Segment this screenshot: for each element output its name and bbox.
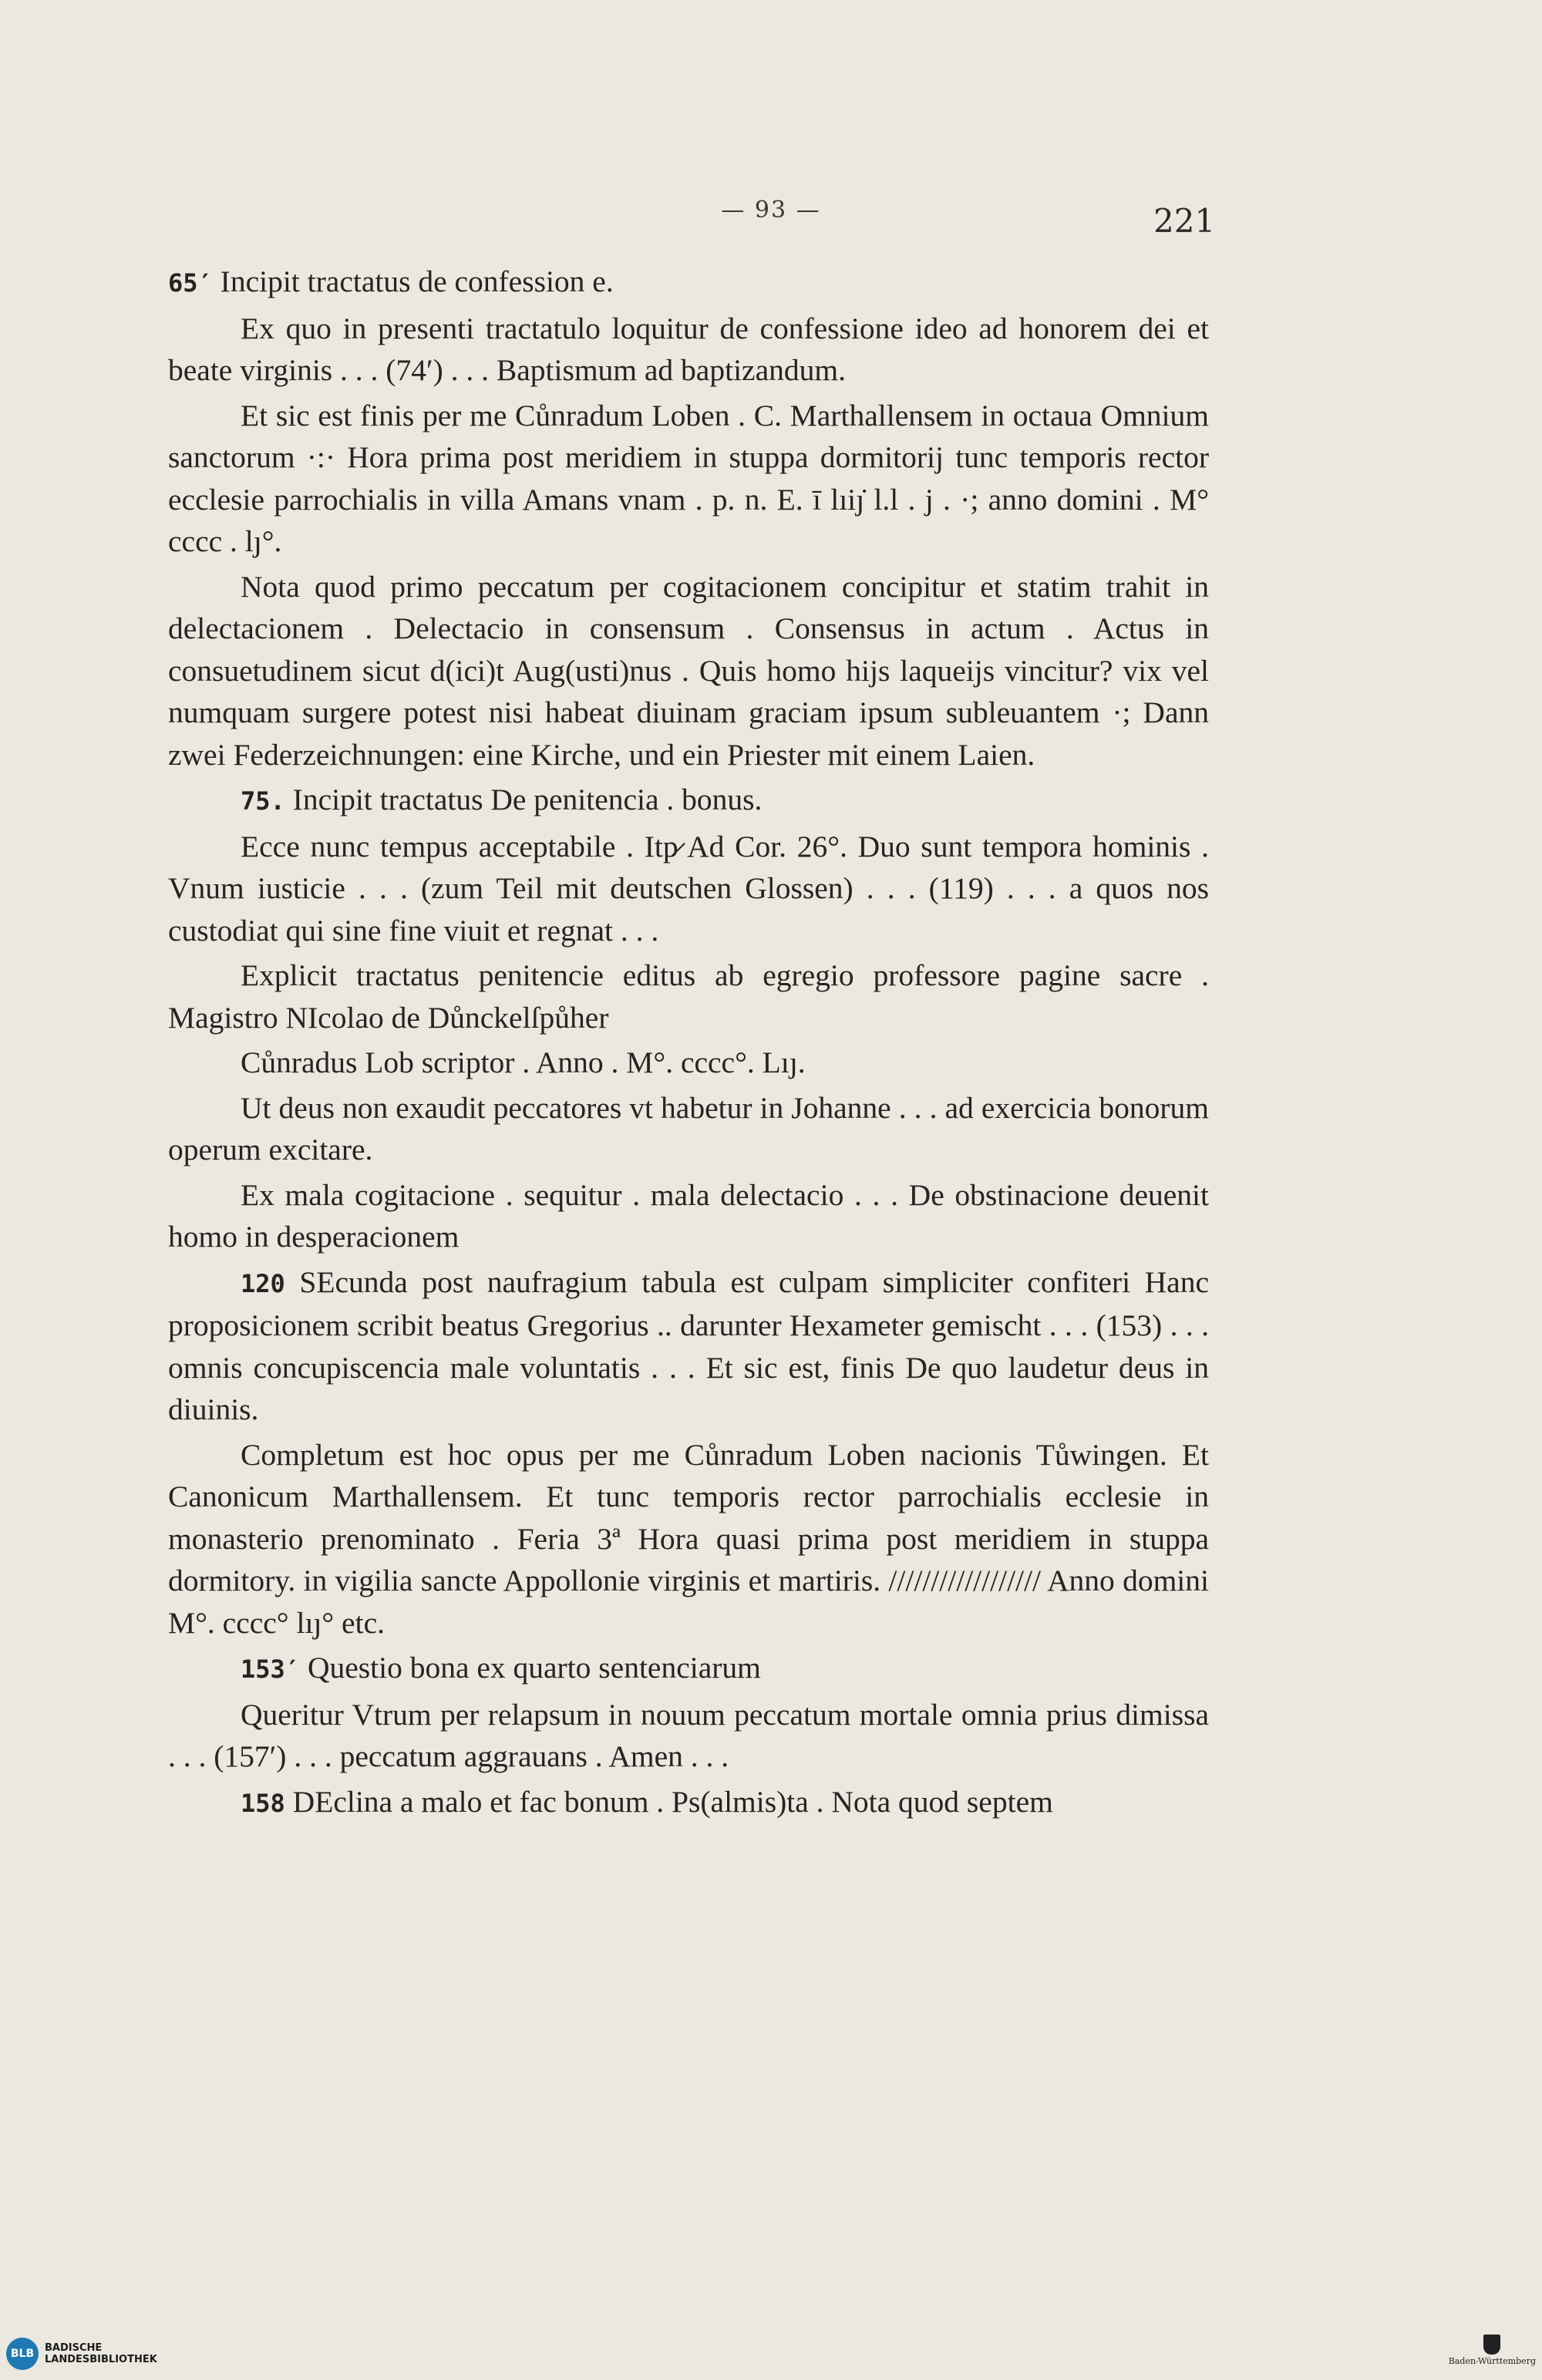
folio-number: 221 <box>1153 202 1216 240</box>
state-label: Baden-Württemberg <box>1448 2356 1536 2366</box>
paragraph <box>168 1261 1209 1431</box>
paragraph <box>168 1434 1209 1644</box>
paragraph <box>168 779 1209 823</box>
paragraph-text: Nota quod primo peccatum per cogitacionem concipitur et statim trahit in delectacionem . Delectacio in consensum . Consensus in actum . Actus in consuetudinem sicut d(ici)t Aug(usti)nus . Quis homo hijs laqueijs vincitur? vix vel numquam surgere potest nisi habeat diuinam graciam ipsum subleuantem ·; Dann zwei Federzeichnungen: eine Kirche, und ein Priester mit einem Laien. <box>168 569 1209 772</box>
library-name-line1: BADISCHE <box>45 2342 103 2354</box>
paragraph <box>168 1781 1209 1825</box>
body-text <box>168 261 1209 1827</box>
paragraph <box>168 1647 1209 1691</box>
paragraph-text: Ex mala cogitacione . sequitur . mala delectacio . . . De obstinacione deuenit homo in desperacionem <box>168 1177 1209 1254</box>
paragraph <box>168 1174 1209 1258</box>
paragraph-text: Queritur Vtrum per relapsum in nouum peccatum mortale omnia prius dimissa . . . (157′) . . . peccatum aggrauans . Amen . . . <box>168 1697 1209 1773</box>
paragraph-text: Incipit tractatus de confession e. <box>220 264 614 298</box>
paragraph <box>168 308 1209 392</box>
paragraph-text: Questio bona ex quarto sentenciarum <box>307 1651 761 1685</box>
page-number: — 93 — <box>721 197 821 224</box>
entry-number: 158 <box>241 1788 285 1818</box>
paragraph-text: Incipit tractatus De penitencia . bonus. <box>292 783 763 816</box>
blb-badge-icon: BLB <box>6 2338 39 2370</box>
paragraph <box>168 261 1209 305</box>
paragraph <box>168 1042 1209 1084</box>
paragraph-text: Ut deus non exaudit peccatores vt habetur in Johanne . . . ad exercicia bonorum operum excitare. <box>168 1090 1209 1166</box>
paragraph <box>168 954 1209 1039</box>
entry-number: 153′ <box>241 1655 301 1684</box>
paragraph-text: Completum est hoc opus per me Cůnradum Loben nacionis Tůwingen. Et Canonicum Marthallensem. Et tunc temporis rector parrochialis ecclesie in monasterio prenominato . Feria 3ª Hora quasi prima post meridiem in stuppa dormitory. in vigilia sancte Appollonie virginis et martiris. ////////////////// Anno domini M°. cccc° lıȷ° etc. <box>168 1437 1209 1640</box>
coat-of-arms-icon <box>1483 2335 1500 2355</box>
library-name <box>45 2342 157 2365</box>
entry-number: 120 <box>241 1268 285 1298</box>
paragraph-text: Et sic est finis per me Cůnradum Loben . C. Marthallensem in octaua Omnium sanctorum ·:· Hora prima post meridiem in stuppa dormitorij tunc temporis rector ecclesie parrochialis in villa Amans vnam . p. n. E. ī lıiȷ̇ l.l . j . ·; anno domini . M° cccc . lȷ°. <box>168 398 1209 558</box>
paragraph <box>168 566 1209 776</box>
paragraph-text: SEcunda post naufragium tabula est culpam simpliciter confiteri Hanc proposicionem scribit beatus Gregorius .. darunter Hexameter gemischt . . . (153) . . . omnis concupiscencia male voluntatis . . . Et sic est, finis De quo laudetur deus in diuinis. <box>168 1264 1209 1426</box>
paragraph-text: DEclina a malo et fac bonum . Ps(almis)ta . Nota quod septem <box>292 1784 1053 1819</box>
entry-number: 75. <box>241 786 285 816</box>
library-name-line2: LANDESBIBLIOTHEK <box>45 2354 157 2365</box>
paragraph <box>168 1087 1209 1171</box>
paragraph-text: Cůnradus Lob scriptor . Anno . M°. cccc°. Lıȷ. <box>241 1045 806 1079</box>
library-logo <box>6 2338 157 2370</box>
state-logo <box>1449 2335 1536 2366</box>
paragraph <box>168 1694 1209 1778</box>
paragraph-text: Explicit tractatus penitencie editus ab egregio professore pagine sacre . Magistro NIcolao de Důnckelſpůher <box>168 958 1209 1035</box>
paragraph <box>168 395 1209 563</box>
paragraph-text: Ex quo in presenti tractatulo loquitur de confessione ideo ad honorem dei et beate virginis . . . (74′) . . . Baptismum ad baptizandum. <box>168 311 1209 387</box>
paragraph-text: Ecce nunc tempus acceptabile . Itp̷ Ad Cor. 26°. Duo sunt tempora hominis . Vnum iusticie . . . (zum Teil mit deutschen Glossen) . . . (119) . . . a quos nos custodiat qui sine fine viuit et regnat . . . <box>168 829 1209 948</box>
entry-number: 65′ <box>168 268 213 298</box>
paragraph <box>168 826 1209 952</box>
